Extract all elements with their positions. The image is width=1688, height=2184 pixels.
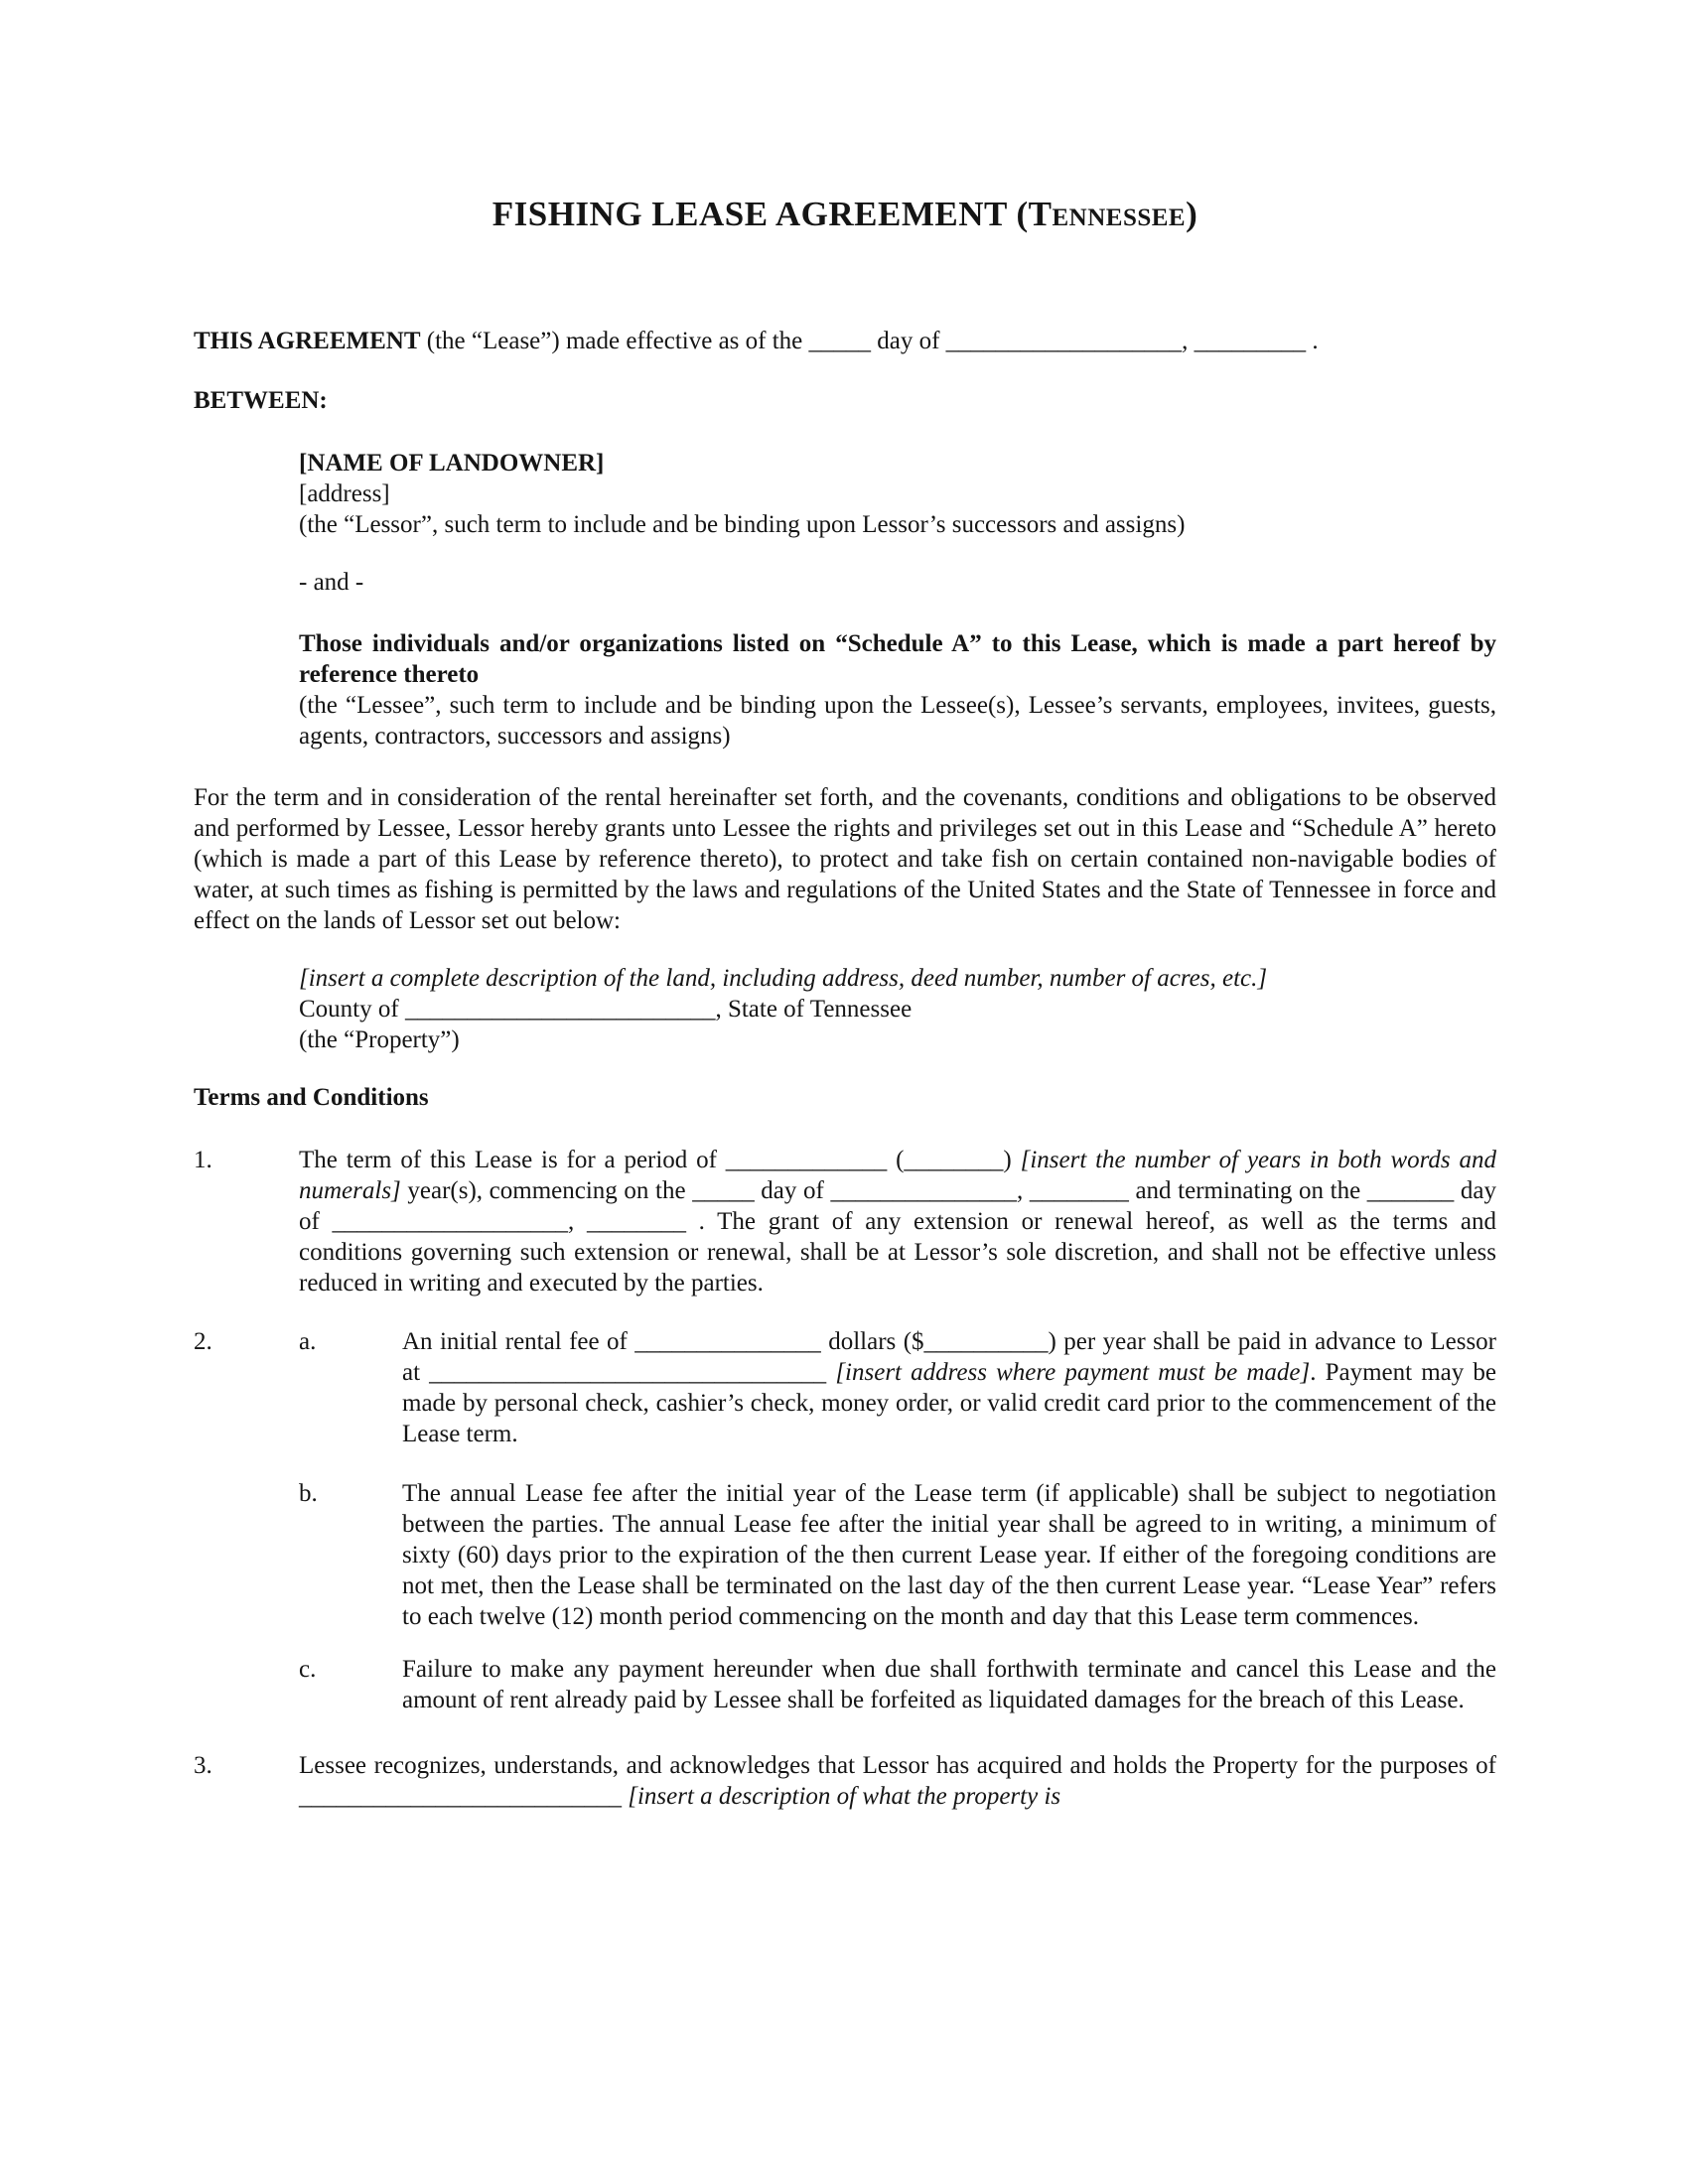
lessee-name: Those individuals and/or organizations listed on “Schedule A” to this Lease, which is made a part hereof by reference thereto [299, 630, 1496, 688]
clause-1-body [299, 1145, 1496, 1298]
lessor-address: [address] [299, 480, 390, 507]
county-line: County of _________________________, State of Tennessee [299, 996, 913, 1023]
document-title [194, 195, 1496, 234]
lessor-name: [NAME OF LANDOWNER] [299, 450, 605, 477]
subclause-2a-text-b: . Payment may be made by personal check, cashier’s check, money order, or valid credit card prior to the commencement of the Lease term. [402, 1359, 1496, 1447]
lessor-definition: (the “Lessor”, such term to include and be binding upon Lessor’s successors and assigns) [299, 511, 1186, 538]
clause-2 [194, 1326, 1496, 1750]
subclause-2c [299, 1654, 1496, 1715]
lessee-definition: (the “Lessee”, such term to include and be binding upon the Lessee(s), Lessee’s servants, employees, invitees, guests, agents, contractors, successors and assigns) [299, 692, 1496, 750]
subclause-2b-letter: b. [299, 1480, 318, 1507]
lessor-block [299, 448, 1496, 540]
and-separator: - and - [299, 569, 364, 596]
clause-2-body [299, 1326, 1496, 1750]
clause-2-number: 2. [194, 1328, 212, 1355]
clause-1-insert-note: [insert the number of years in both words and numerals] [299, 1147, 1496, 1204]
title-main: FISHING LEASE AGREEMENT [492, 195, 1017, 233]
property-defined-term: (the “Property”) [299, 1026, 460, 1053]
document-content [194, 195, 1496, 1812]
opening-rest: (the “Lease”) made effective as of the _____ day of ___________________, _________ . [420, 328, 1319, 354]
subclause-2c-letter: c. [299, 1656, 317, 1683]
clause-3 [194, 1750, 1496, 1812]
subclause-2b-body: The annual Lease fee after the initial year of the Lease term (if applicable) shall be subject to negotiation between the parties. The annual Lease fee after the initial year shall be agreed to in writing, a minimum of sixty (60) days prior to the expiration of the then current Lease year. If either of the foregoing conditions are not met, then the Lease shall be terminated on the last day of the then current Lease year. “Lease Year” refers to each twelve (12) month period commencing on the month and day that this Lease term commences. [402, 1480, 1496, 1630]
subclause-2a [299, 1326, 1496, 1449]
subclause-2a-body [402, 1326, 1496, 1449]
subclause-2a-text-a: An initial rental fee of _______________ dollars ($__________) per year shall be paid in advance to Lessor at ________________________________ [402, 1328, 1496, 1386]
clause-3-text-a: Lessee recognizes, understands, and acknowledges that Lessor has acquired and holds the Property for the purposes of __________________________ [299, 1752, 1496, 1810]
clause-3-number: 3. [194, 1752, 212, 1779]
subclause-2b [299, 1478, 1496, 1632]
terms-heading: Terms and Conditions [194, 1084, 429, 1111]
clause-1 [194, 1145, 1496, 1298]
clause-1-number: 1. [194, 1147, 212, 1173]
subclause-2c-body: Failure to make any payment hereunder when due shall forthwith terminate and cancel this Lease and the amount of rent already paid by Lessee shall be forfeited as liquidated damages for the breach of this Lease. [402, 1656, 1496, 1713]
property-block [299, 963, 1496, 1055]
grant-paragraph: For the term and in consideration of the rental hereinafter set forth, and the covenants, conditions and obligations to be observed and performed by Lessee, Lessor hereby grants unto Lessee the rights and privileges set out in this Lease and “Schedule A” hereto (which is made a part of this Lease by reference thereto), to protect and take fish on certain contained non-navigable bodies of water, at such times as fishing is permitted by the laws and regulations of the United States and the State of Tennessee in force and effect on the lands of Lessor set out below: [194, 784, 1496, 934]
clause-3-body [299, 1750, 1496, 1812]
opening-lead: THIS AGREEMENT [194, 328, 421, 354]
between-label: BETWEEN: [194, 387, 328, 414]
clause-3-insert-note: [insert a description of what the property is [628, 1783, 1061, 1810]
lessee-block [299, 628, 1496, 751]
clause-1-text-b: year(s), commencing on the _____ day of _______________, ________ and terminating on the _______ day of ___________________, ________ . The grant of any extension or renewal hereof, as well as the terms and conditions governing such extension or renewal, shall be at Lessor’s sole discretion, and shall not be effective unless reduced in writing and executed by the parties. [299, 1177, 1496, 1297]
clause-1-text-a: The term of this Lease is for a period of _____________ (________) [299, 1147, 1021, 1173]
title-state: (Tennessee) [1016, 195, 1198, 233]
subclause-2a-insert-note: [insert address where payment must be made] [835, 1359, 1311, 1386]
opening-paragraph [194, 326, 1496, 356]
property-insert-note: [insert a complete description of the land, including address, deed number, number of acres, etc.] [299, 965, 1268, 992]
subclause-2a-letter: a. [299, 1328, 317, 1355]
